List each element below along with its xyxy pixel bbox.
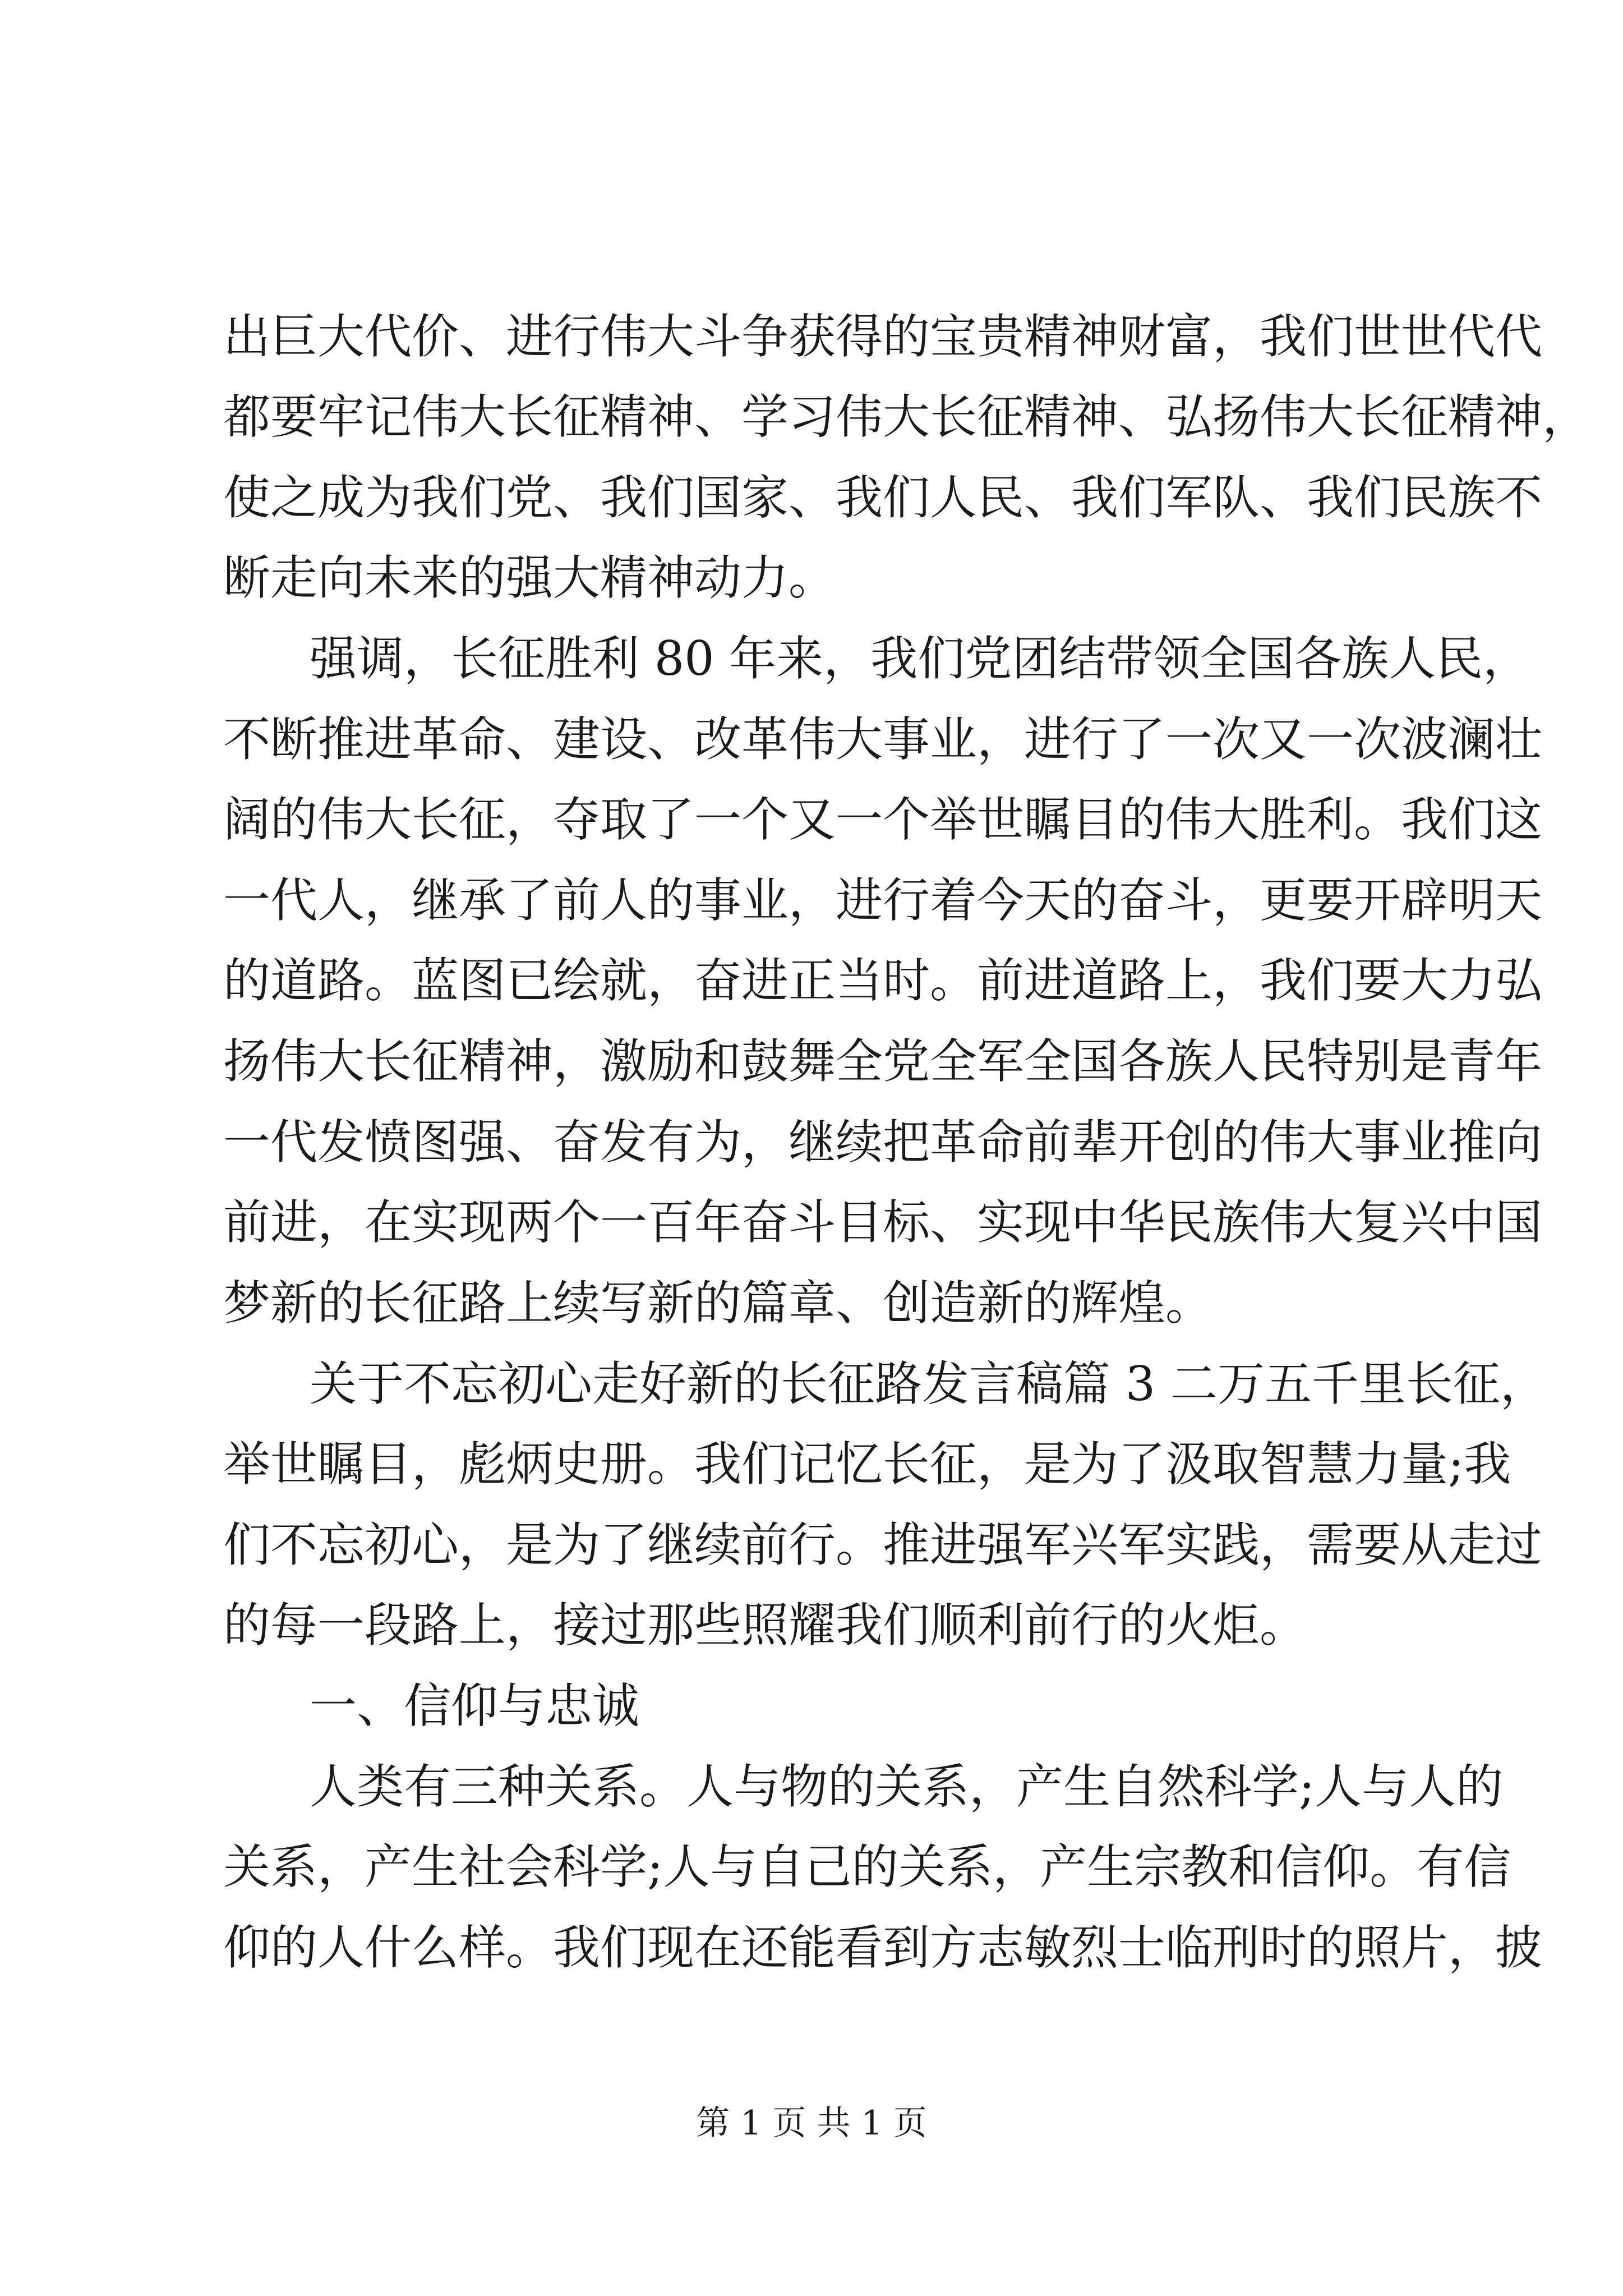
text-line: 阔的伟大长征，夺取了一个又一个举世瞩目的伟大胜利。我们这 bbox=[223, 792, 1543, 847]
text-line: 使之成为我们党、我们国家、我们人民、我们军队、我们民族不 bbox=[223, 470, 1543, 525]
text-line: 的道路。蓝图已绘就，奋进正当时。前进道路上，我们要大力弘 bbox=[223, 953, 1543, 1008]
section-heading: 一、信仰与忠诚 bbox=[310, 1678, 640, 1733]
text-line: 一代人，继承了前人的事业，进行着今天的奋斗，更要开辟明天 bbox=[223, 873, 1543, 928]
text-line: 不断推进革命、建设、改革伟大事业，进行了一次又一次波澜壮 bbox=[223, 712, 1543, 767]
page-number-footer: 第 1 页 共 1 页 bbox=[696, 2104, 927, 2143]
text-line: 的每一段路上，接过那些照耀我们顺利前行的火炬。 bbox=[223, 1598, 1307, 1653]
text-line: 关系，产生社会科学;人与自己的关系，产生宗教和信仰。有信 bbox=[223, 1839, 1511, 1894]
text-line: 一代发愤图强、奋发有为，继续把革命前辈开创的伟大事业推向 bbox=[223, 1115, 1543, 1170]
text-line: 出巨大代价、进行伟大斗争获得的宝贵精神财富，我们世世代代 bbox=[223, 309, 1543, 364]
text-line: 关于不忘初心走好新的长征路发言稿篇 3 二万五千里长征， bbox=[310, 1356, 1547, 1411]
text-line: 扬伟大长征精神，激励和鼓舞全党全军全国各族人民特别是青年 bbox=[223, 1034, 1543, 1089]
text-line: 举世瞩目，彪炳史册。我们记忆长征，是为了汲取智慧力量;我 bbox=[223, 1437, 1511, 1492]
text-line: 断走向未来的强大精神动力。 bbox=[223, 550, 836, 605]
text-line: 强调，长征胜利 80 年来，我们党团结带领全国各族人民， bbox=[310, 631, 1530, 686]
text-line: 梦新的长征路上续写新的篇章、创造新的辉煌。 bbox=[223, 1276, 1213, 1331]
text-line: 都要牢记伟大长征精神、学习伟大长征精神、弘扬伟大长征精神， bbox=[223, 389, 1590, 444]
text-line: 前进，在实现两个一百年奋斗目标、实现中华民族伟大复兴中国 bbox=[223, 1195, 1543, 1250]
text-line: 仰的人什么样。我们现在还能看到方志敏烈士临刑时的照片，披 bbox=[223, 1920, 1543, 1975]
text-line: 们不忘初心，是为了继续前行。推进强军兴军实践，需要从走过 bbox=[223, 1517, 1543, 1572]
text-line: 人类有三种关系。人与物的关系，产生自然科学;人与人的 bbox=[310, 1759, 1504, 1814]
